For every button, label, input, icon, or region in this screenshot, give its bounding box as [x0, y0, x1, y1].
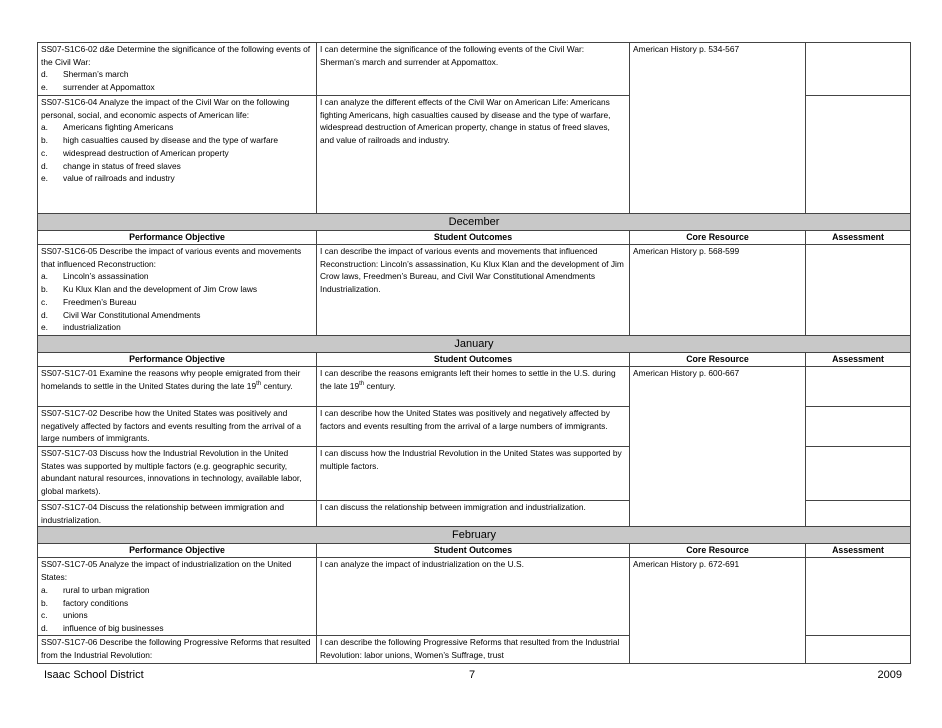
objective-cell [38, 558, 317, 636]
header-assessment: Assessment [806, 353, 911, 367]
outcome-text: I can describe the reasons emigrants left their homes to settle in the U.S. during the late 19th century. [320, 368, 616, 391]
header-assessment: Assessment [806, 231, 911, 245]
objective-cell [38, 501, 317, 527]
list-item: a. rural to urban migration [41, 584, 150, 595]
month-label: February [38, 527, 911, 544]
assessment-cell [806, 558, 911, 636]
outcome-cell [317, 43, 630, 96]
list-item: c. Freedmen’s Bureau [41, 296, 137, 307]
objective-cell [38, 407, 317, 447]
list-item: d. change in status of freed slaves [41, 160, 181, 171]
header-outcomes: Student Outcomes [317, 544, 630, 558]
header-objective: Performance Objective [38, 353, 317, 367]
table-row [38, 43, 911, 96]
footer-page-number: 7 [469, 669, 476, 681]
header-resource: Core Resource [630, 231, 806, 245]
resource-cell [630, 43, 806, 214]
assessment-cell [806, 407, 911, 447]
header-objective: Performance Objective [38, 231, 317, 245]
objective-cell [38, 636, 317, 664]
list-item: d. Civil War Constitutional Amendments [41, 309, 201, 320]
objective-text: SS07-S1C7-06 Describe the following Progressive Reforms that resulted from the Industrial Revolution: [41, 637, 311, 661]
objective-cell [38, 447, 317, 501]
objective-text: SS07-S1C7-05 Analyze the impact of industrialization on the United States: [41, 559, 292, 583]
month-banner-february [38, 527, 911, 544]
resource-text: American History p. 600-667 [633, 368, 740, 378]
outcome-text: I can describe how the United States was positively and negatively affected by factors and events resulting from the arrival of a large numbers of immigrants. [320, 408, 610, 431]
resource-text: American History p. 568-599 [633, 246, 740, 256]
objective-cell [38, 367, 317, 407]
list-item: d. influence of big businesses [41, 622, 164, 633]
curriculum-document [37, 42, 910, 664]
objective-text: SS07-S1C6-02 d&e Determine the significance of the following events of the Civil War: [41, 44, 311, 67]
outcome-cell [317, 367, 630, 407]
list-item: d. Sherman’s march [41, 69, 129, 80]
outcome-cell [317, 501, 630, 527]
assessment-cell [806, 96, 911, 214]
list-item: e. industrialization [41, 322, 121, 333]
header-resource: Core Resource [630, 544, 806, 558]
objective-text: SS07-S1C6-05 Describe the impact of various events and movements that influenced Reconstruction: [41, 246, 302, 269]
outcome-text: I can determine the significance of the following events of the Civil War: Sherman’s march and surrender at Appomattox. [320, 44, 585, 67]
outcome-text: I can describe the impact of various events and movements that influenced Reconstruction: Lincoln’s assassination, Ku Klux Klan and the development of Jim Crow laws, Freedmen’s Bureau, and Civil War Constitutional Amendments [320, 246, 624, 282]
resource-cell [630, 245, 806, 336]
header-outcomes: Student Outcomes [317, 353, 630, 367]
month-banner-january [38, 336, 911, 353]
outcome-cell [317, 636, 630, 664]
objective-text: SS07-S1C6-04 Analyze the impact of the Civil War on the following personal, social, and economic aspects of American life: [41, 97, 290, 120]
table-row [38, 367, 911, 407]
assessment-cell [806, 447, 911, 501]
objective-cell [38, 245, 317, 336]
outcome-text: I can discuss the relationship between immigration and industrialization. [320, 502, 586, 512]
header-row [38, 231, 911, 245]
list-item: e. surrender at Appomattox [41, 82, 155, 93]
list-item: b. Ku Klux Klan and the development of Jim Crow laws [41, 284, 258, 295]
header-objective: Performance Objective [38, 544, 317, 558]
outcome-cell [317, 447, 630, 501]
outcome-cell [317, 96, 630, 214]
assessment-cell [806, 245, 911, 336]
objective-text: SS07-S1C7-03 Discuss how the Industrial Revolution in the United States was supported by multiple factors (e.g. geographic security, abundant natural resources, innovations in technology, available labor, global markets). [41, 448, 302, 497]
objective-text: SS07-S1C7-02 Describe how the United States was positively and negatively affected by factors and events resulting from the arrival of a large numbers of immigrants. [41, 408, 302, 444]
header-row [38, 353, 911, 367]
page-footer [44, 669, 902, 685]
month-label: December [38, 214, 911, 231]
header-row [38, 544, 911, 558]
list-item: b. high casualties caused by disease and the type of warfare [41, 135, 279, 146]
list-item: c. widespread destruction of American property [41, 147, 229, 158]
objective-cell [38, 96, 317, 214]
resource-text: American History p. 534-567 [633, 44, 740, 54]
list-item: c. unions [41, 610, 88, 621]
curriculum-table [37, 42, 911, 664]
assessment-cell [806, 367, 911, 407]
header-assessment: Assessment [806, 544, 911, 558]
resource-cell [630, 558, 806, 664]
outcome-cell [317, 407, 630, 447]
objective-text: SS07-S1C7-01 Examine the reasons why people emigrated from their homelands to settle in the United States during the late 19th century. [41, 368, 301, 391]
outcome-cell [317, 558, 630, 636]
table-row [38, 245, 911, 336]
footer-district: Isaac School District [44, 669, 144, 681]
objective-cell [38, 43, 317, 96]
outcome-cell [317, 245, 630, 336]
header-resource: Core Resource [630, 353, 806, 367]
outcome-text: I can analyze the different effects of the Civil War on American Life: Americans fighting Americans, high casualties caused by disease and the type of warfare, widespread destruction of American property, change in status of freed slaves, and value of railroads and industry. [320, 97, 611, 146]
month-label: January [38, 336, 911, 353]
outcome-text-continued: Industrialization. [320, 284, 381, 295]
resource-cell [630, 367, 806, 527]
footer-year: 2009 [877, 669, 902, 681]
outcome-text: I can discuss how the Industrial Revolution in the United States was supported by multiple factors. [320, 448, 622, 471]
header-outcomes: Student Outcomes [317, 231, 630, 245]
outcome-text: I can analyze the impact of industrialization on the U.S. [320, 559, 524, 570]
assessment-cell [806, 636, 911, 664]
table-row [38, 558, 911, 636]
assessment-cell [806, 501, 911, 527]
objective-text: SS07-S1C7-04 Discuss the relationship between immigration and industrialization. [41, 502, 285, 525]
outcome-text: I can describe the following Progressive Reforms that resulted from the Industrial Revolution: labor unions, Women’s Suffrage, trust [320, 637, 620, 661]
assessment-cell [806, 43, 911, 96]
list-item: a. Americans fighting Americans [41, 122, 174, 133]
list-item: a. Lincoln’s assassination [41, 271, 149, 282]
resource-text: American History p. 672-691 [633, 559, 740, 570]
list-item: e. value of railroads and industry [41, 173, 175, 184]
list-item: b. factory conditions [41, 597, 129, 608]
month-banner-december [38, 214, 911, 231]
